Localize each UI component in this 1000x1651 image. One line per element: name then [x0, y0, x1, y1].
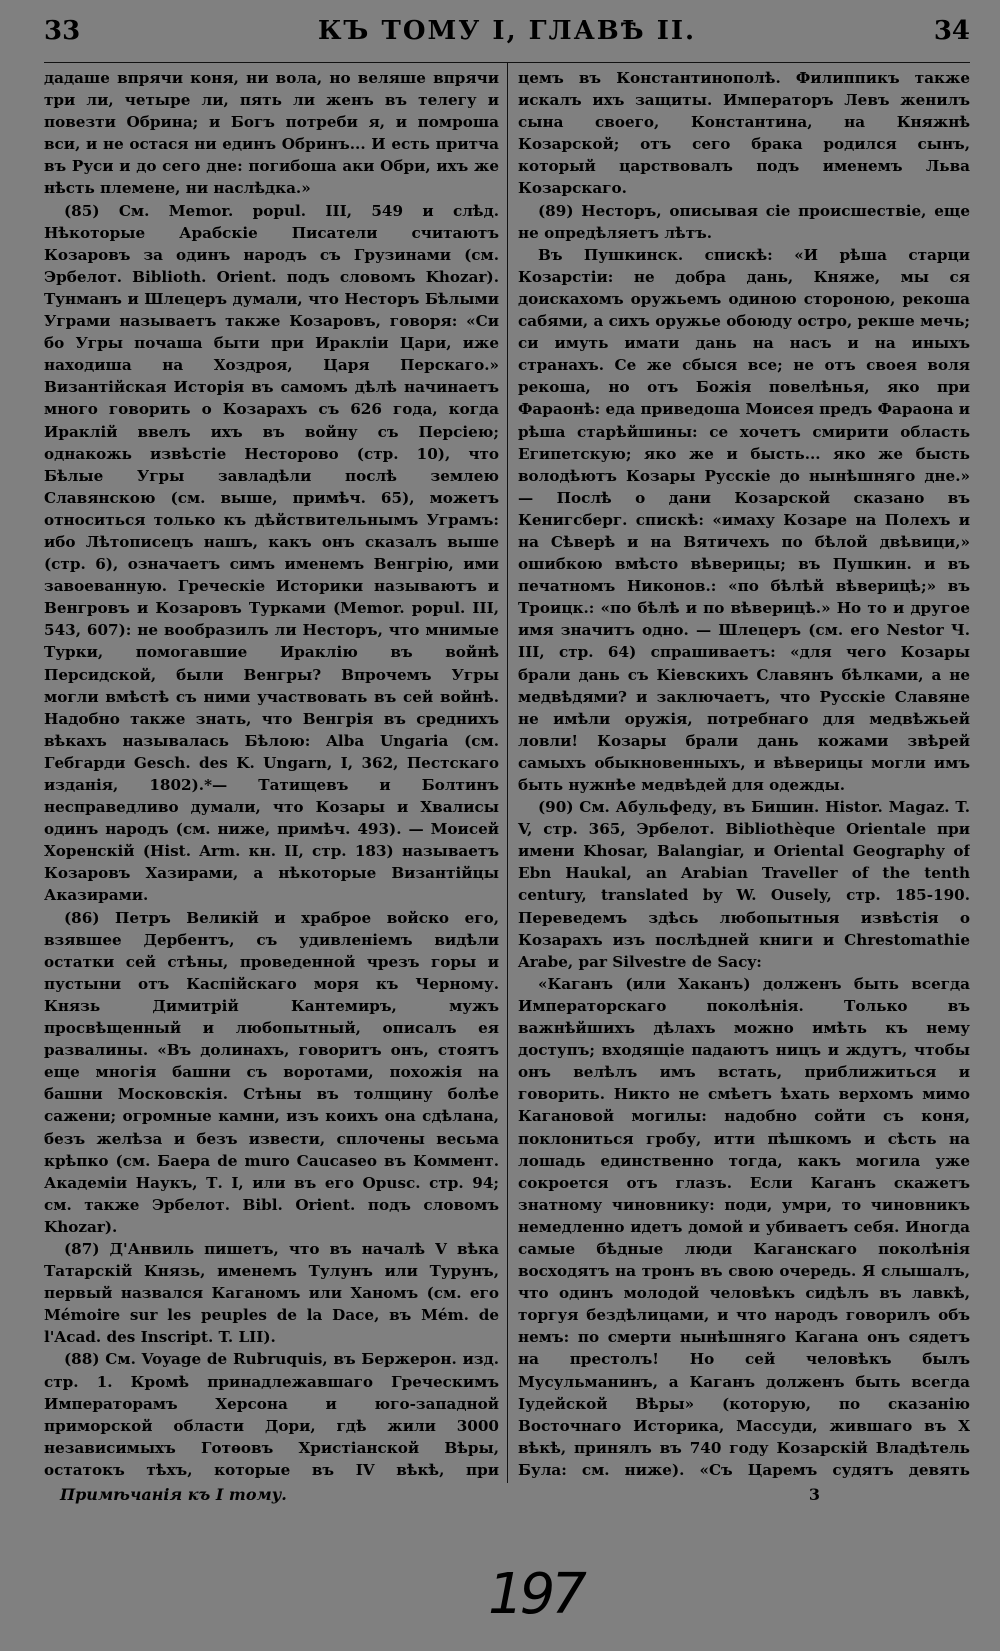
footer-caption: Примѣчанiя къ I тому.	[60, 1485, 287, 1504]
note-88: (88) См. Voyage de Rubruquis, въ Бержерон. изд. стр. 1. Кромѣ принадлежавшаго Греческимъ Императорамъ Херсона и юго-западной приморской области Дори, гдѣ жили 3000 независимыхъ Готѳовъ Христiанской Вѣры, остатокъ тѣхъ, которые въ IV вѣкѣ, при	[44, 1350, 499, 1479]
right-page-number: 34	[933, 16, 970, 46]
paragraph: цемъ въ Константинополѣ. Филиппикъ также искалъ ихъ защиты. Императоръ Левъ женилъ сына своего, Константина, на Княжнѣ Козарской; отъ сего брака родился сынъ, который царствовалъ подъ именемъ Льва Козарскаго.	[518, 69, 970, 198]
paragraph: дадаше впрячи коня, ни вола, но веляше впрячи три ли, четыре ли, пять ли женъ въ телегу и повезти Обрина; и Богъ потреби я, и помроша вси, и не остася ни единъ Обринъ... И есть притча въ Руси и до сего дне: погибоша аки Обри, ихъ же нѣсть племене, ни наслѣдка.»	[44, 69, 499, 198]
text-columns	[44, 63, 970, 1483]
note-87: (87) Д'Анвиль пишетъ, что въ началѣ V вѣка Татарскiй Князь, именемъ Тулунъ или Турунъ, первый назвался Каганомъ или Ханомъ (см. его Mémoire sur les peuples de la Dace, въ Mém. de l'Acad. des Inscript. T. LII).	[44, 1239, 499, 1347]
note-85: (85) См. Memor. popul. III, 549 и слѣд. Нѣкоторые Арабскіе Писатели считаютъ Козаровъ за одинъ народъ съ Грузинами (см. Эрбелот. Biblioth. Orient. подъ словомъ Khozar). Тунманъ и Шлецеръ думали, что Несторъ Бѣлыми Уграми называетъ также Козаровъ, говоря: «Си бо Угры почаша быти при Ираклiи Цари, иже находиша на Хоздроя, Царя Перскаго.» Византiйская Исторiя въ самомъ дѣлѣ начинаетъ много говорить о Козарахъ съ 626 года, когда Ираклій ввелъ ихъ въ войну съ Персiею; однакожь извѣстiе Несторово (стр. 10), что Бѣлые Угры завладѣли послѣ землею Славянскою (см. выше, примѣч. 65), можетъ относиться только къ дѣйствительнымъ Уграмъ: ибо Лѣтописецъ нашъ, какъ онъ сказалъ выше (стр. 6), означаетъ симъ именемъ Венгрiю, ими завоеванную. Греческiе Историки называютъ и Венгровъ и Козаровъ Турками (Memor. popul. III, 543, 607): не вообразилъ ли Несторъ, что мнимые Турки, помогавшие Ираклiю въ войнѣ Персидской, были Венгры? Впрочемъ Угры могли вмѣстѣ съ ними участвовать въ сей войнѣ. Надобно также знать, что Венгрiя въ среднихъ вѣкахъ называлась Бѣлою: Alba Ungaria (см. Гебгарди Gesch. des K. Ungarn, I, 362, Пестскаго изданiя, 1802).*— Татищевъ и Болтинъ несправедливо думали, что Козары и Хвалисы одинъ народъ (см. ниже, примѣч. 493). — Моисей Хоренскій (Hist. Arm. кн. II, стр. 183) называетъ Козаровъ Хазирами, а нѣкоторые Византiйцы Аказирами.	[44, 201, 499, 905]
note-86: (86) Петръ Великій и храброе войско его, взявшее Дербентъ, съ удивленiемъ видѣли остатки сей стѣны, проведенной чрезъ горы и пустыни отъ Каспiйскаго моря къ Черному. Князь Димитрiй Кантемиръ, мужъ просвѣщенный и любопытный, описалъ ея развалины. «Въ долинахъ, говоритъ онъ, стоятъ еще многiя башни съ воротами, похожiя на башни Московскiя. Стѣны въ толщину болѣе сажени; огромные камни, изъ коихъ она сдѣлана, безъ желѣза и безъ извести, сплочены весьма крѣпко (см. Баера de muro Caucaseo въ Коммент. Академiи Наукъ, Т. I, или въ его Opusc. стр. 94; см. также Эрбелот. Bibl. Orient. подъ словомъ Khozar).	[44, 908, 499, 1236]
note-90: (90) См. Абульфеду, въ Бишин. Histor. Magaz. T. V, стр. 365, Эрбелот. Bibliothèque Orientale при имени Khosar, Balangiar, и Oriental Geography of Ebn Haukal, an Arabian Traveller of the tenth century, translated by W. Ousely, стр. 185-190. Переведемъ здѣсь любопытныя извѣстiя о Козарахъ изъ послѣдней книги и Chrestomathie Arabe, par Silvestre de Sacy:	[518, 798, 970, 971]
paragraph: «Каганъ (или Хаканъ) долженъ быть всегда Императорскаго поколѣнiя. Только въ важнѣйшихъ дѣлахъ можно имѣть къ нему доступъ; входящiе падаютъ ницъ и ждутъ, чтобы онъ велѣлъ имъ встать, приближиться и говорить. Никто не смѣетъ ѣхать верхомъ мимо Кагановой могилы: надобно сойти съ коня, поклониться гробу, итти пѣшкомъ и сѣсть на лошадь единственно тогда, какъ могила уже сокроется отъ глазъ. Если Каганъ скажетъ знатному чиновнику: поди, умри, то чиновникъ немедленно идетъ домой и убиваетъ себя. Иногда самые бѣдные люди Каганскаго поколѣнiя восходятъ на тронъ въ свою очередь. Я слышалъ, что одинъ молодой человѣкъ сидѣлъ въ лавкѣ, торгуя бездѣлицами, и что народъ говорилъ объ немъ: по смерти нынѣшняго Кагана онъ сядетъ на престолъ! Но сей человѣкъ былъ Мусульманинъ, а Каганъ долженъ быть всегда Iудейской Вѣры» (которую, по сказанiю Восточнаго Историка, Массуди, жившаго въ X вѣкѣ, принялъ въ 740 году Козарскiй Владѣтель Була: см. ниже). «Съ Царемъ судятъ девять	[518, 974, 970, 1479]
note-89: (89) Несторъ, описывая сiе происшествiе, еще не опредѣляетъ лѣтъ.	[518, 201, 970, 242]
right-column	[507, 63, 970, 1483]
left-column	[44, 63, 507, 1483]
page-header	[44, 16, 970, 63]
handwritten-page-number: 197	[488, 1562, 583, 1627]
signature-mark: 3	[808, 1485, 820, 1504]
paragraph: Въ Пушкинск. спискѣ: «И рѣша старци Козарстiи: не добра дань, Княже, мы ся доискахомъ оружьемъ одиною стороною, рекоша сабями, а сихъ оружье обоюду остро, рекше мечь; си имуть имати дань на насъ и на иныхъ странахъ. Се же сбыся все; не отъ своея воля рекоша, но отъ Божiя повелѣнья, яко при Фараонѣ: еда приведоша Моисея предъ Фараона и рѣша старѣйшины: се хочетъ смирити область Египетскую; яко же и бысть... яко же бысть володѣютъ Козары Русскiе до нынѣшняго дне.» — Послѣ о дани Козарской сказано въ Кенигсберг. спискѣ: «имаху Козаре на Полехъ и на Сѣверѣ и на Вятичехъ по бѣлой двѣвици,» ошибкою вмѣсто вѣверицы; въ Пушкин. и въ печатномъ Никонов.: «по бѣлѣй вѣверицѣ;» въ Троицк.: «по бѣлѣ и по вѣверицѣ.» Но то и другое имя значитъ одно. — Шлецеръ (см. его Nestor Ч. III, стр. 64) спрашиваетъ: «для чего Козары брали дань съ Кiевскихъ Славянъ бѣлками, а не медвѣдями? и заключаетъ, что Русскiе Славяне не имѣли оружiя, потребнаго для медвѣжьей ловли! Козары брали дань кожами звѣрей самыхъ обыкновенныхъ, и вѣверицы могли имъ быть нужнѣе медвѣдей для одежды.	[518, 245, 970, 794]
page-footer	[44, 1483, 970, 1504]
left-page-number: 33	[44, 16, 81, 46]
running-title: КЪ ТОМУ I, ГЛАВѢ II.	[317, 16, 697, 46]
